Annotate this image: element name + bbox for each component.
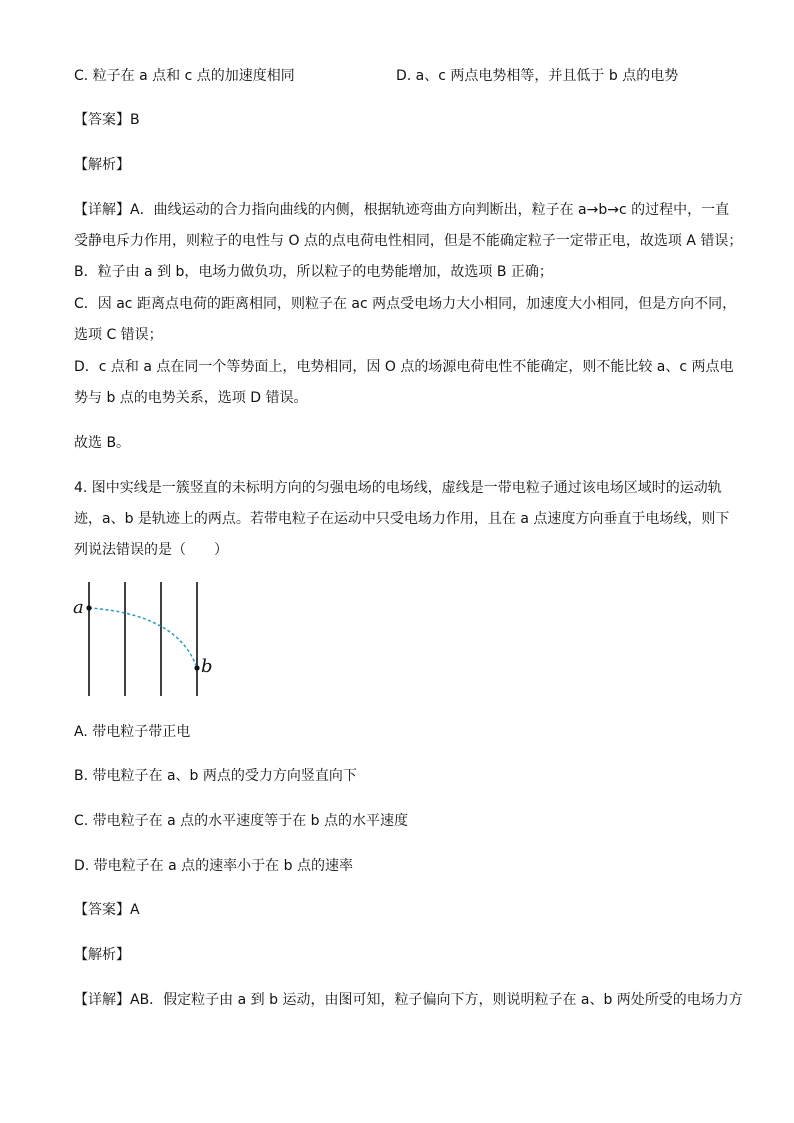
- prev-detail-line-5: 选项 C 错误；: [74, 327, 163, 343]
- point-a-label: a: [73, 597, 84, 618]
- prev-answer: 【答案】B: [74, 112, 140, 128]
- prev-detail-line-6: D．c 点和 a 点在同一个等势面上，电势相同，因 O 点的场源电荷电性不能确定，则不能比较 a、c 两点电: [74, 359, 734, 375]
- q4-analysis-label: 【解析】: [74, 947, 130, 963]
- q4-option-c: C. 带电粒子在 a 点的水平速度等于在 b 点的水平速度: [74, 813, 408, 829]
- prev-option-c: C. 粒子在 a 点和 c 点的加速度相同: [74, 68, 295, 84]
- q4-answer: 【答案】A: [74, 902, 140, 918]
- prev-detail-line-2: 受静电斥力作用，则粒子的电性与 O 点的点电荷电性相同，但是不能确定粒子一定带正电，故选项 A 错误；: [74, 233, 743, 249]
- prev-analysis-label: 【解析】: [74, 157, 130, 173]
- q4-option-d: D. 带电粒子在 a 点的速率小于在 b 点的速率: [74, 858, 353, 874]
- point-b-label: b: [201, 656, 213, 677]
- particle-trajectory: [89, 608, 197, 668]
- q4-stem-line-1: 4. 图中实线是一簇竖直的未标明方向的匀强电场的电场线，虚线是一带电粒子通过该电场区域时的运动轨: [74, 480, 722, 496]
- prev-option-d: D. a、c 两点电势相等，并且低于 b 点的电势: [396, 68, 679, 84]
- q4-detail-line-1: 【详解】AB．假定粒子由 a 到 b 运动，由图可知，粒子偏向下方，则说明粒子在 a、b 两处所受的电场力方: [74, 992, 743, 1008]
- q4-option-a: A. 带电粒子带正电: [74, 724, 191, 740]
- q4-stem-line-2: 迹，a、b 是轨迹上的两点。若带电粒子在运动中只受电场力作用，且在 a 点速度方向垂直于电场线，则下: [74, 511, 730, 527]
- q4-option-b: B. 带电粒子在 a、b 两点的受力方向竖直向下: [74, 768, 357, 784]
- point-b-dot: [194, 665, 199, 670]
- prev-detail-line-4: C．因 ac 距离点电荷的距离相同，则粒子在 ac 两点受电场力大小相同，加速度大小相同，但是方向不同，: [74, 296, 737, 312]
- electric-field-figure: [68, 578, 228, 702]
- q4-stem-line-3: 列说法错误的是（ ）: [74, 542, 228, 558]
- prev-detail-line-1: 【详解】A．曲线运动的合力指向曲线的内侧，根据轨迹弯曲方向判断出，粒子在 a→b→c 的过程中，一直: [74, 202, 730, 218]
- prev-detail-line-3: B．粒子由 a 到 b，电场力做负功，所以粒子的电势能增加，故选项 B 正确；: [74, 264, 553, 280]
- point-a-dot: [86, 605, 91, 610]
- prev-detail-line-7: 势与 b 点的电势关系，选项 D 错误。: [74, 390, 308, 406]
- prev-conclusion: 故选 B。: [74, 435, 131, 451]
